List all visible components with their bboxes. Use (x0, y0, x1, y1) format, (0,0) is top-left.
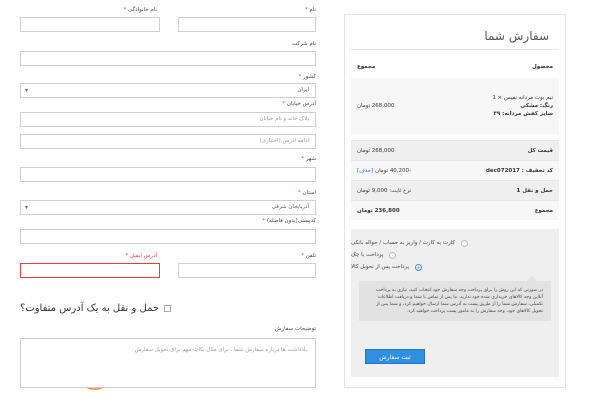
product-size: سایز کفش مردانه: ۳۹ (493, 111, 553, 118)
payment-option-label: پرداخت با چک (351, 252, 384, 258)
shipping-value: نرخ ثابت: 9,000 تومان (357, 187, 412, 194)
dropdown-arrow-icon: ▾ (25, 204, 29, 211)
product-total: 268,000 تومان (357, 103, 395, 109)
last-name-input[interactable] (20, 17, 160, 32)
company-label: نام شرکت (291, 41, 316, 47)
grand-total-label: مجموع (534, 207, 553, 214)
last-name-label: نام خانوادگی * (123, 7, 157, 13)
shipping-label: حمل و نقل 1 (516, 187, 553, 194)
phone-label: تلفن * (301, 253, 316, 259)
discount-value-wrap (357, 168, 411, 174)
email-input[interactable] (20, 263, 160, 278)
first-name-input[interactable] (178, 17, 316, 32)
payment-option-bank-transfer[interactable] (351, 237, 559, 249)
postcode-label: کدپستی(بدون فاصله) * (262, 218, 316, 224)
order-summary-card (344, 14, 566, 388)
order-notes-textarea[interactable]: یادداشت ها درباره سفارش شما ، برای مثال نکات مهم برای تحویل سفارش (20, 338, 316, 388)
product-row (351, 78, 559, 134)
product-details (492, 94, 553, 119)
payment-option-label: پرداخت پس از تحویل کالا (351, 264, 410, 270)
grand-total-row (351, 200, 559, 220)
order-table-header (351, 56, 559, 78)
state-select[interactable]: آذربایجان شرقی ▾ (20, 200, 316, 215)
payment-description: در صورتی که این روش را برای پرداخت وجه سفارش خود انتخاب کنید، نیازی به پرداخت آنلاین وجه کالاهای خریداری شده خود ندارید. ما پس از تماس با شما و دریافت اطلاعات تکمیلی، سفارش شما را از طریق پست به آدرس شما ارسال خواهیم کرد، و شما پس از تحویل کالاهای خود، وجه سفارش را به مامور پست پرداخت خواهید کرد. (359, 281, 551, 321)
product-name: تیم بوت مردانه نفیس × 1 (492, 94, 553, 101)
checkbox-icon[interactable] (164, 305, 171, 312)
ship-different-address[interactable] (20, 303, 316, 314)
country-label: کشور * (298, 74, 316, 80)
radio-selected-icon[interactable] (415, 264, 422, 271)
grand-total-value: 236,800 تومان (357, 207, 400, 214)
address-line1-input[interactable]: پلاک خانه و نام خیابان (20, 112, 316, 127)
city-input[interactable] (20, 167, 316, 182)
order-table (351, 56, 559, 220)
col-product-header: محصول (531, 64, 553, 70)
order-title: سفارش شما (351, 15, 559, 50)
order-notes-label: توضیحات سفارش (274, 326, 316, 332)
postcode-input[interactable] (20, 229, 316, 244)
col-total-header: مجموع (357, 64, 376, 70)
payment-option-label: کارت به کارت / واریز به حساب / حواله بانکی (351, 240, 455, 246)
discount-label: کد تخفیف : dec072017 (486, 167, 553, 174)
subtotal-value: 268,000 تومان (357, 147, 395, 154)
company-input[interactable] (20, 51, 316, 66)
payment-option-cheque[interactable] (351, 249, 559, 261)
subtotal-label: قیمت کل (527, 147, 553, 154)
remove-coupon-link[interactable]: [حذف] (357, 167, 374, 174)
payment-methods (351, 229, 559, 377)
first-name-label: نام * (304, 7, 316, 13)
shipping-row (351, 180, 559, 200)
address-line2-input[interactable]: ادامه آدرس (اختیاری) (20, 134, 316, 149)
discount-row (351, 160, 559, 180)
discount-value: -40,200 تومان (375, 167, 412, 174)
address-label: آدرس خیابان * (282, 101, 316, 107)
place-order-button[interactable]: ثبت سفارش (365, 349, 425, 364)
radio-icon[interactable] (389, 252, 396, 259)
state-label: استان * (297, 190, 316, 196)
phone-input[interactable] (178, 263, 316, 278)
product-color: رنگ: مشکی (520, 102, 553, 109)
country-select[interactable]: ایران ▾ (20, 83, 316, 98)
radio-icon[interactable] (461, 240, 468, 247)
city-label: شهر * (301, 156, 316, 162)
dropdown-arrow-icon: ▾ (25, 87, 29, 94)
subtotal-row (351, 140, 559, 160)
ship-different-label: حمل و نقل به یک آدرس متفاوت؟ (20, 303, 160, 314)
email-label: آدرس ایمیل * (125, 253, 157, 259)
payment-option-cod[interactable] (351, 261, 559, 273)
